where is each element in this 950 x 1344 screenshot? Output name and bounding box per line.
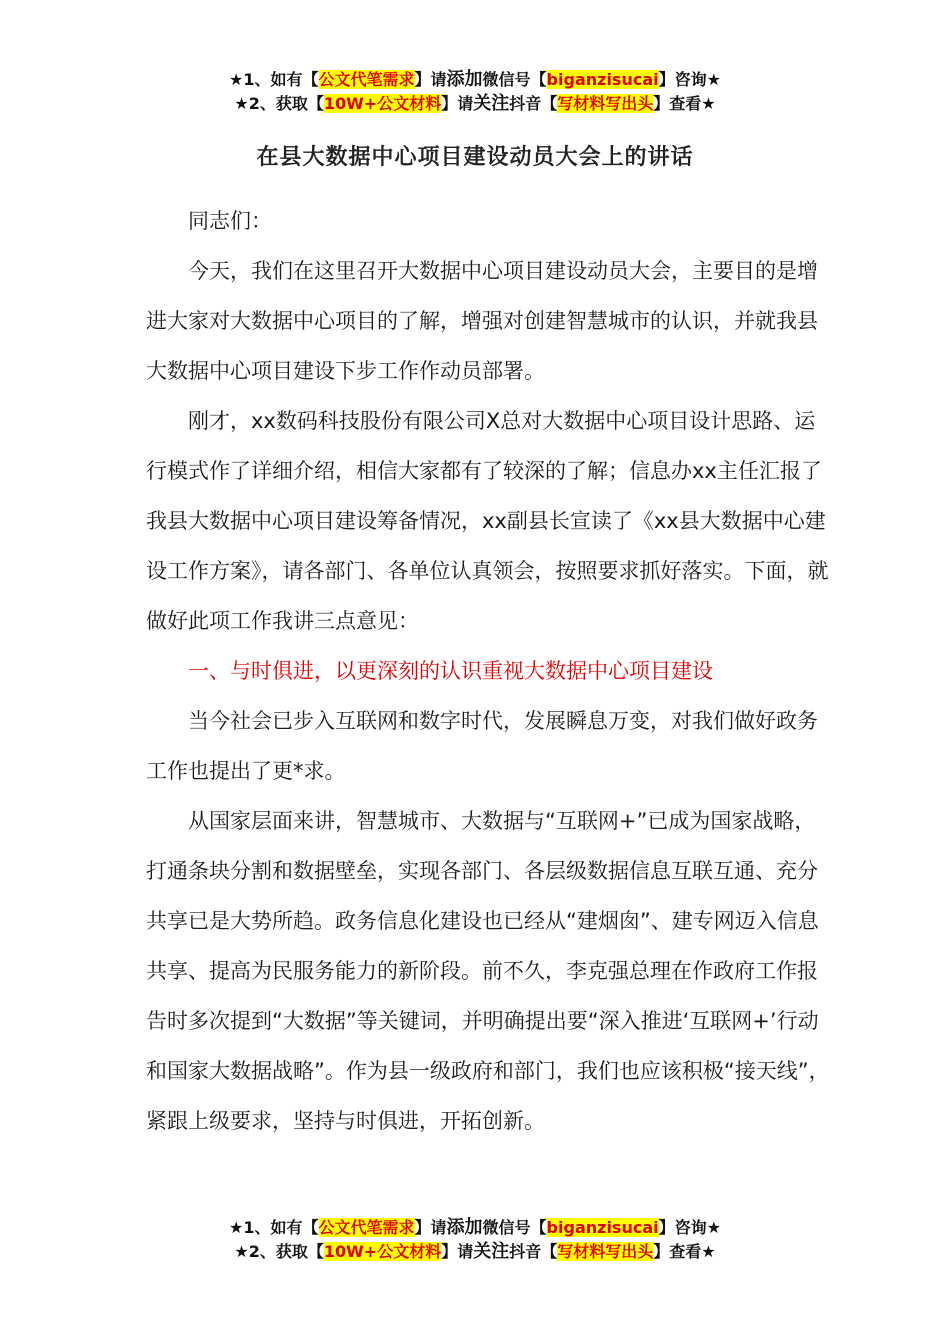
banner-text: 】查看★: [653, 94, 716, 113]
top-banner: [0, 68, 950, 116]
highlight-wechat-id: biganzisucai: [546, 70, 659, 89]
banner-line-2: [0, 1240, 950, 1264]
banner-emphasis: 添加: [446, 69, 483, 90]
paragraph: 今天，我们在这里召开大数据中心项目建设动员大会，主要目的是增进大家对大数据中心项目的了解，增强对创建智慧城市的认识，并就我县大数据中心项目建设下步工作作动员部署。: [146, 259, 818, 383]
banner-text: 抖音【: [509, 94, 558, 113]
banner-text: 1、如有【: [243, 1218, 319, 1237]
banner-text: 抖音【: [509, 1242, 558, 1261]
banner-text: 微信号【: [482, 1218, 547, 1237]
section-heading: 一、与时俱进，以更深刻的认识重视大数据中心项目建设: [188, 659, 713, 683]
paragraph: 当今社会已步入互联网和数字时代，发展瞬息万变，对我们做好政务工作也提出了更*求。: [146, 709, 818, 783]
banner-text: 微信号【: [482, 70, 547, 89]
banner-text: 2、获取【: [248, 94, 324, 113]
highlight-service: 公文代笔需求: [318, 1218, 415, 1237]
highlight-materials: 10W+公文材料: [323, 1242, 442, 1261]
salutation: 同志们：: [188, 209, 272, 233]
paragraph: 刚才，xx数码科技股份有限公司X总对大数据中心项目设计思路、运行模式作了详细介绍，相信大家都有了较深的了解；信息办xx主任汇报了我县大数据中心项目建设筹备情况，xx副县长宣读了《xx县大数据中心建设工作方案》，请各部门、各单位认真领会，按照要求抓好落实。下面，就做好此项工作我讲三点意见：: [146, 409, 829, 633]
star-icon: ★: [229, 70, 244, 89]
banner-text: 】请: [441, 1242, 474, 1261]
banner-text: 】请: [414, 70, 447, 89]
banner-text: 】请: [414, 1218, 447, 1237]
banner-text: 2、获取【: [248, 1242, 324, 1261]
bottom-banner: [0, 1216, 950, 1264]
highlight-materials: 10W+公文材料: [323, 94, 442, 113]
banner-text: 1、如有【: [243, 70, 319, 89]
star-icon: ★: [234, 94, 249, 113]
banner-line-1: [0, 68, 950, 92]
banner-line-1: [0, 1216, 950, 1240]
highlight-wechat-id: biganzisucai: [546, 1218, 659, 1237]
banner-text: 】咨询★: [658, 70, 721, 89]
banner-emphasis: 添加: [446, 1217, 483, 1238]
document-body: [146, 196, 836, 1146]
banner-text: 】查看★: [653, 1242, 716, 1261]
highlight-douyin-account: 写材料写出头: [557, 1242, 654, 1261]
highlight-douyin-account: 写材料写出头: [557, 94, 654, 113]
highlight-service: 公文代笔需求: [318, 70, 415, 89]
star-icon: ★: [229, 1218, 244, 1237]
banner-emphasis: 关注: [473, 1241, 510, 1262]
paragraph: 从国家层面来讲，智慧城市、大数据与“互联网+”已成为国家战略，打通条块分割和数据壁垒，实现各部门、各层级数据信息互联互通、充分共享已是大势所趋。政务信息化建设也已经从“建烟囱”、建专网迈入信息共享、提高为民服务能力的新阶段。前不久，李克强总理在作政府工作报告时多次提到“大数据”等关键词，并明确提出要“深入推进‘互联网+’行动和国家大数据战略”。作为县一级政府和部门，我们也应该积极“接天线”，紧跟上级要求，坚持与时俱进，开拓创新。: [146, 809, 830, 1133]
star-icon: ★: [234, 1242, 249, 1261]
banner-line-2: [0, 92, 950, 116]
banner-text: 】咨询★: [658, 1218, 721, 1237]
banner-text: 】请: [441, 94, 474, 113]
banner-emphasis: 关注: [473, 93, 510, 114]
document-title: 在县大数据中心项目建设动员大会上的讲话: [256, 145, 694, 170]
